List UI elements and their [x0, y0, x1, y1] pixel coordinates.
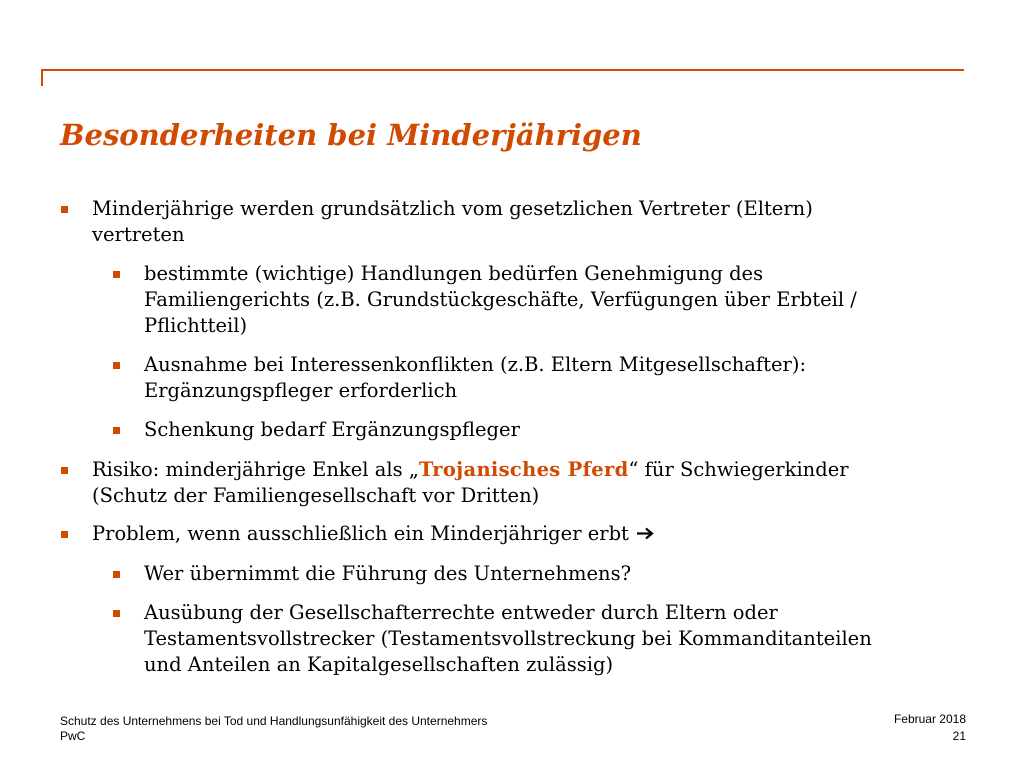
- footer-company: PwC: [60, 729, 86, 743]
- header-rule: [41, 69, 964, 71]
- bullet-marker: [113, 271, 120, 278]
- bullet-text: Testamentsvollstrecker (Testamentsvollstreckung bei Kommanditanteilen: [144, 627, 872, 650]
- bullet-text: Ausnahme bei Interessenkonflikten (z.B. Eltern Mitgesellschafter):: [144, 353, 807, 376]
- bullet-marker: [61, 531, 68, 538]
- slide-title: Besonderheiten bei Minderjährigen: [60, 118, 642, 152]
- bullet-marker: [61, 206, 68, 213]
- bullet-minors-represented: [92, 196, 813, 248]
- bullet-text: und Anteilen an Kapitalgesellschaften zulässig): [144, 653, 614, 676]
- bullet-text: (Schutz der Familiengesellschaft vor Dritten): [92, 484, 540, 507]
- sub-bullet-management: [144, 561, 631, 587]
- bullet-sole-minor-heir: [92, 521, 654, 547]
- bullet-text: Minderjährige werden grundsätzlich vom gesetzlichen Vertreter (Eltern): [92, 197, 813, 220]
- bullet-marker: [113, 610, 120, 617]
- bullet-line: [92, 521, 654, 547]
- bullet-text: Pflichtteil): [144, 314, 248, 337]
- bullet-marker: [113, 571, 120, 578]
- bullet-text: Schenkung bedarf Ergänzungspfleger: [144, 418, 520, 441]
- bullet-text: Risiko: minderjährige Enkel als „: [92, 458, 419, 481]
- footer-subject: Schutz des Unternehmens bei Tod und Handlungsunfähigkeit des Unternehmers: [60, 714, 488, 728]
- bullet-text: Ergänzungspfleger erforderlich: [144, 379, 458, 402]
- highlight-term: Trojanisches Pferd: [418, 458, 629, 481]
- bullet-text: Ausübung der Gesellschafterrechte entweder durch Eltern oder: [144, 601, 778, 624]
- bullet-line: [92, 457, 849, 483]
- sub-bullet-conflict-of-interest: [144, 352, 806, 404]
- bullet-text: Problem, wenn ausschließlich ein Minderjähriger erbt: [92, 522, 629, 545]
- sub-bullet-court-approval: [144, 261, 857, 339]
- bullet-marker: [113, 362, 120, 369]
- footer-page-number: 21: [952, 729, 966, 743]
- bullet-trojan-horse-risk: [92, 457, 849, 509]
- bullet-text: Wer übernimmt die Führung des Unternehmens?: [144, 562, 632, 585]
- bullet-text: vertreten: [92, 223, 185, 246]
- bullet-text: Familiengerichts (z.B. Grundstückgeschäfte, Verfügungen über Erbteil /: [144, 288, 857, 311]
- sub-bullet-shareholder-rights: [144, 600, 872, 678]
- bullet-text: bestimmte (wichtige) Handlungen bedürfen Genehmigung des: [144, 262, 764, 285]
- sub-bullet-gift: [144, 417, 520, 443]
- right-arrow-icon: [637, 527, 654, 540]
- bullet-marker: [113, 427, 120, 434]
- bullet-marker: [61, 467, 68, 474]
- header-rule-tick: [41, 70, 43, 86]
- footer-date: Februar 2018: [893, 712, 966, 726]
- bullet-text: “ für Schwiegerkinder: [628, 458, 849, 481]
